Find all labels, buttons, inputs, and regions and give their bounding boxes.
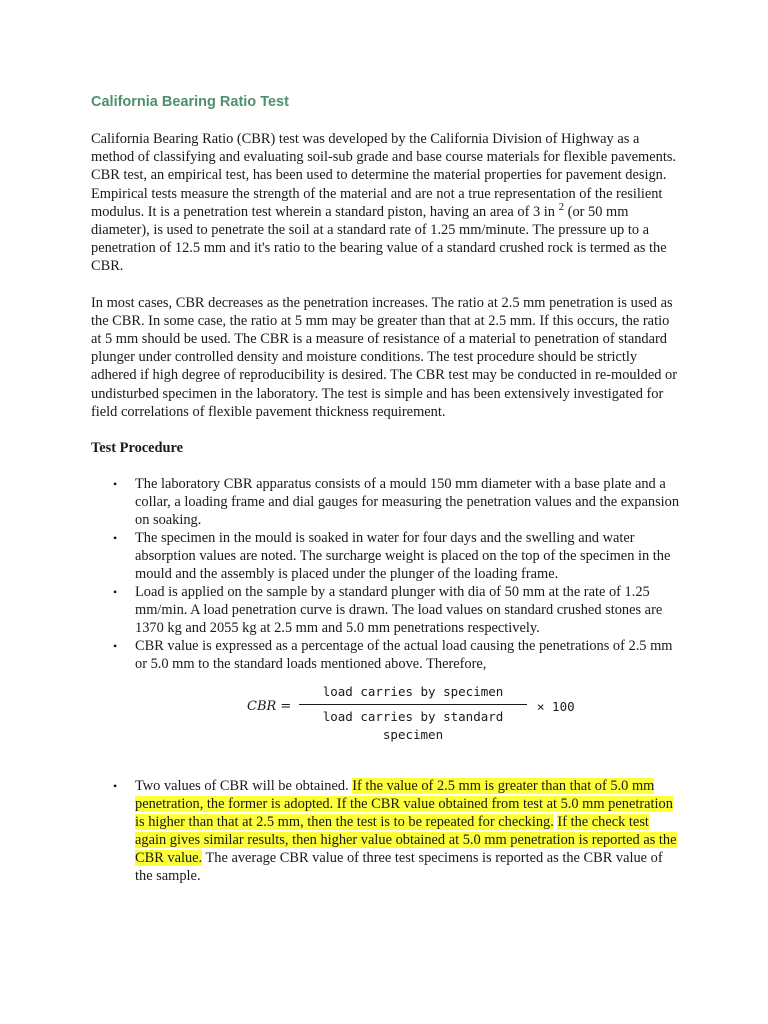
document-page [91, 92, 681, 885]
formula-numerator: load carries by specimen [322, 684, 504, 700]
list-item [91, 529, 681, 583]
list-item-text: The laboratory CBR apparatus consists of a mould 150 mm diameter with a base plate and a collar, a loading frame and dial gauges for measuring the penetration values and the expansion on soaking. [135, 476, 680, 529]
bullet-icon: • [113, 639, 118, 654]
list-item [91, 637, 681, 673]
list-item-text [135, 778, 677, 884]
list-item [91, 475, 681, 529]
bullet-icon: • [113, 585, 118, 600]
list-item-text: Load is applied on the sample by a standard plunger with dia of 50 mm at the rate of 1.25 mm/min. A load penetration curve is drawn. The load values on standard crushed stones are 1370 kg and 2055 kg at 2.5 mm and 5.0 mm penetrations respectively. [135, 584, 663, 637]
cbr-formula [91, 683, 681, 759]
formula-lhs: CBR = [247, 699, 292, 715]
area-exponent: 2 [558, 200, 565, 213]
list-item-text: The specimen in the mould is soaked in water for four days and the swelling and water absorption values are noted. The surcharge weight is placed on the top of the specimen in the mould and the assembly is placed under the plunger of the loading frame. [135, 530, 671, 583]
list-item [91, 583, 681, 637]
intro-text-part-2: (or 50 mm diameter), is used to penetrate the soil at a standard rate of 1.25 mm/minute. The pressure up to a penetration of 12.5 mm and it's ratio to the bearing value of a standard crushed rock is termed as the CBR. [91, 203, 667, 275]
final-step-outro: The average CBR value of three test specimens is reported as the CBR value of the sample. [135, 850, 663, 885]
document-title: California Bearing Ratio Test [91, 94, 289, 110]
highlighted-text-1: If the value of 2.5 mm is greater than that of 5.0 mm penetration, the former is adopted. If the CBR value obtained from test at 5.0 mm penetration is higher than that at 2.5 mm, then the test is to be repeated for checking. [135, 778, 673, 831]
formula-denominator: load carries by standard specimen [322, 709, 504, 743]
bullet-icon: • [113, 779, 118, 794]
bullet-icon: • [113, 531, 118, 546]
formula-fraction [299, 683, 527, 744]
penetration-paragraph: In most cases, CBR decreases as the penetration increases. The ratio at 2.5 mm penetration is used as the CBR. In some case, the ratio at 5 mm may be greater than that at 2.5 mm. If this occurs, the ratio at 5 mm should be used. The CBR is a measure of resistance of a material to penetration of standard plunger under controlled density and moisture conditions. The test procedure should be strictly adhered if high degree of reproducibility is desired. The CBR test may be conducted in re-moulded or undisturbed specimen in the laboratory. The test is simple and has been extensively investigated for field correlations of flexible pavement thickness requirement. [91, 294, 677, 420]
final-step-intro: Two values of CBR will be obtained. [135, 778, 353, 795]
highlighted-text-2: If the check test again gives similar results, then higher value obtained at 5.0 mm penetration is reported as the CBR value. [135, 814, 677, 867]
list-item [91, 777, 681, 885]
list-item-text: CBR value is expressed as a percentage of the actual load causing the penetrations of 2.5 mm or 5.0 mm to the standard loads mentioned above. Therefore, [135, 638, 673, 673]
procedure-list [91, 475, 681, 673]
formula-rhs: × 100 [537, 699, 575, 715]
procedure-list-continued [91, 777, 681, 885]
intro-text-part-1: California Bearing Ratio (CBR) test was developed by the California Division of Highway as a method of classifying and evaluating soil-sub grade and base course materials for flexible pavements. CBR test, an empirical test, has been used to determine the material properties for pavement design. Empirical tests measure the strength of the material and are not a true representation of the resilient modulus. It is a penetration test wherein a standard piston, having an area of 3 in [91, 131, 677, 220]
test-procedure-heading: Test Procedure [91, 440, 184, 457]
fraction-bar [299, 704, 527, 705]
bullet-icon: • [113, 477, 118, 492]
intro-paragraph [91, 130, 681, 276]
